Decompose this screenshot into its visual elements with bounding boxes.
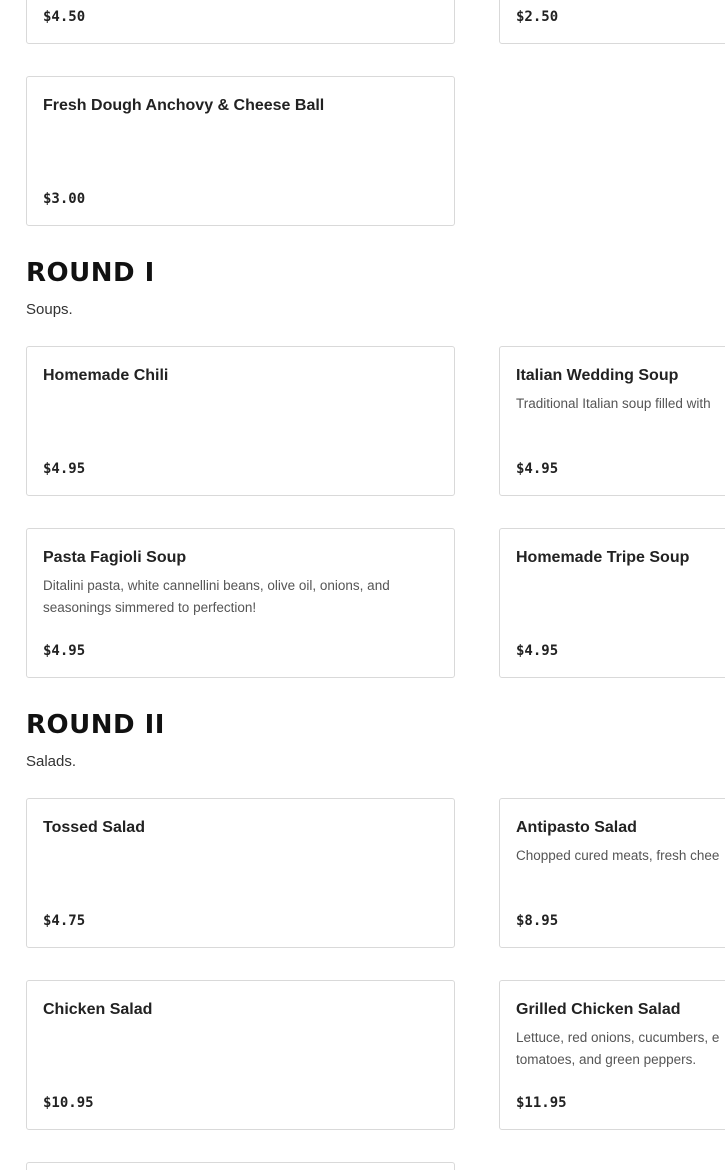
menu-item-card[interactable] [26, 346, 455, 496]
item-name: Tossed Salad [43, 819, 145, 836]
item-price: $8.95 [516, 913, 559, 929]
item-price: $4.75 [43, 913, 86, 929]
item-price: $3.00 [43, 191, 86, 207]
menu-item-card[interactable] [26, 980, 455, 1130]
item-price: $10.95 [43, 1095, 94, 1111]
item-price: $4.95 [516, 643, 559, 659]
section-title: ROUND II [26, 710, 165, 740]
section-subtitle: Soups. [26, 301, 73, 318]
item-name: Grilled Chicken Salad [516, 1001, 681, 1018]
item-description: Chopped cured meats, fresh chee [516, 848, 720, 863]
item-price: $4.50 [43, 9, 86, 25]
menu-item-card[interactable] [26, 798, 455, 948]
item-name: Homemade Chili [43, 367, 169, 384]
item-price: $4.95 [516, 461, 559, 477]
menu-item-card[interactable] [26, 0, 455, 44]
menu-item-card[interactable] [26, 528, 455, 678]
menu-item-card[interactable] [499, 0, 725, 44]
item-name: Italian Wedding Soup [516, 367, 679, 384]
item-description: Ditalini pasta, white cannellini beans, olive oil, onions, and seasonings simmered to perfection! [43, 578, 390, 615]
item-price: $4.95 [43, 643, 86, 659]
menu-item-card[interactable] [499, 346, 725, 496]
item-price: $11.95 [516, 1095, 567, 1111]
item-name: Antipasto Salad [516, 819, 637, 836]
item-name: Chicken Salad [43, 1001, 153, 1018]
item-name: Fresh Dough Anchovy & Cheese Ball [43, 97, 325, 114]
item-price: $2.50 [516, 9, 559, 25]
section-subtitle: Salads. [26, 753, 77, 770]
menu-item-card[interactable] [499, 798, 725, 948]
section-title: ROUND I [26, 258, 155, 288]
item-name: Pasta Fagioli Soup [43, 549, 187, 566]
menu-item-card[interactable] [499, 528, 725, 678]
item-description: Lettuce, red onions, cucumbers, e tomatoes, and green peppers. [516, 1030, 720, 1067]
menu-item-card[interactable] [499, 980, 725, 1130]
menu-item-card[interactable] [26, 1162, 455, 1170]
item-name: Homemade Tripe Soup [516, 549, 690, 566]
item-price: $4.95 [43, 461, 86, 477]
menu-item-card[interactable] [26, 76, 455, 226]
item-description: Traditional Italian soup filled with [516, 396, 711, 411]
